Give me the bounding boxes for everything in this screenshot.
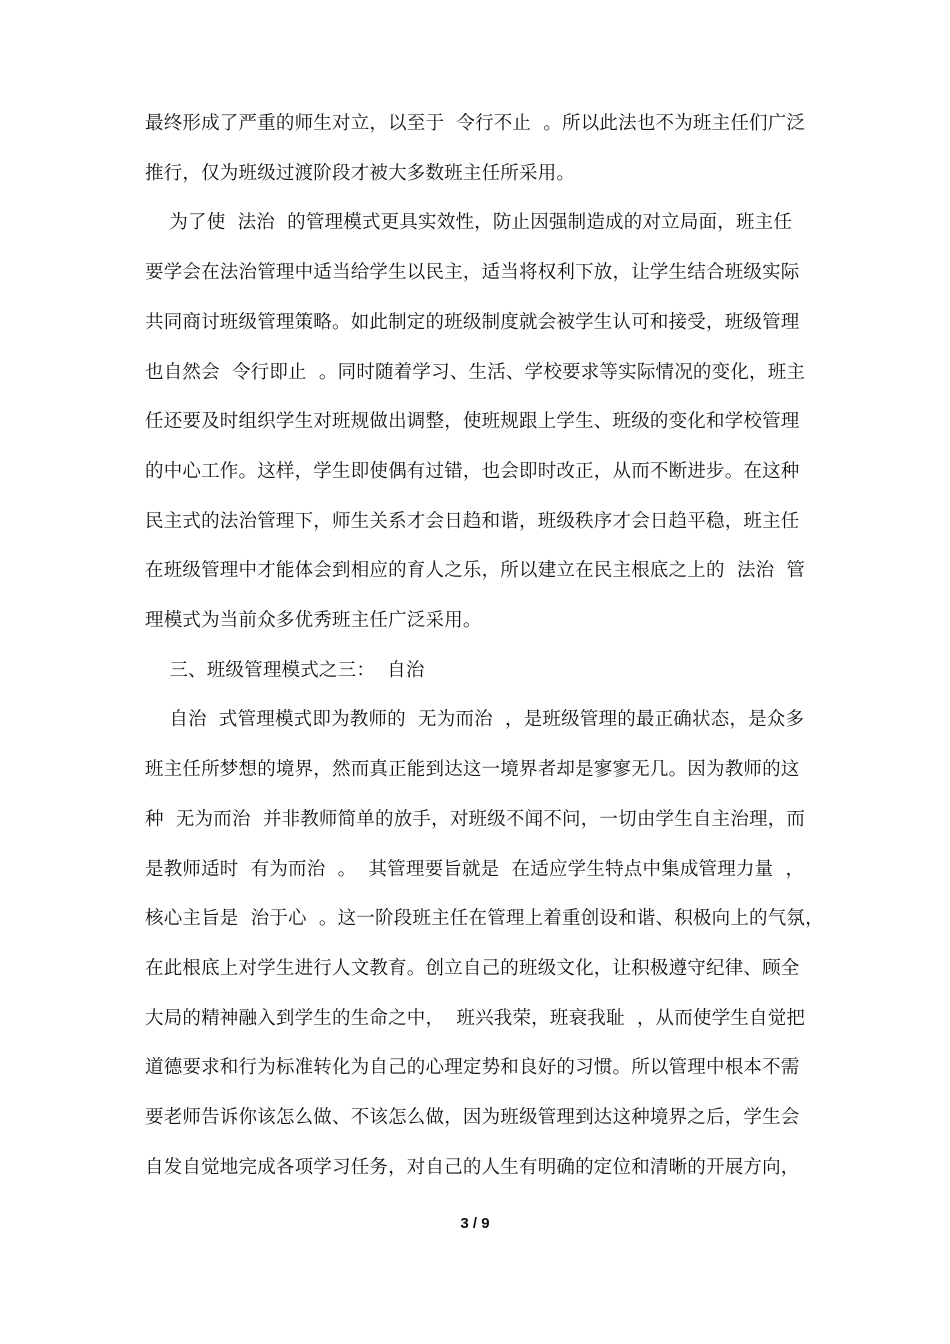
section-heading: 三、班级管理模式之三： 自治 (145, 660, 425, 681)
text-line: 自治 式管理模式即为教师的 无为而治 ，是班级管理的最正确状态，是众多 (145, 709, 805, 730)
text-line: 在班级管理中才能体会到相应的育人之乐，所以建立在民主根底之上的 法治 管 (145, 560, 806, 581)
text-line: 核心主旨是 治于心 。这一阶段班主任在管理上着重创设和谐、积极向上的气氛， (145, 908, 824, 929)
text-line: 种 无为而治 并非教师简单的放手，对班级不闻不问，一切由学生自主治理，而 (145, 809, 806, 830)
page-number: 3 / 9 (460, 1215, 490, 1232)
text-line: 理模式为当前众多优秀班主任广泛采用。 (145, 610, 482, 631)
text-line: 道德要求和行为标准转化为自己的心理定势和良好的习惯。所以管理中根本不需 (145, 1057, 800, 1078)
text-line: 大局的精神融入到学生的生命之中， 班兴我荣，班衰我耻 ，从而使学生自觉把 (145, 1008, 806, 1029)
text-line: 为了使 法治 的管理模式更具实效性，防止因强制造成的对立局面，班主任 (145, 212, 793, 233)
text-line: 最终形成了严重的师生对立，以至于 令行不止 。所以此法也不为班主任们广泛 (145, 113, 806, 134)
text-line: 班主任所梦想的境界，然而真正能到达这一境界者却是寥寥无几。因为教师的这 (145, 759, 800, 780)
text-line: 要老师告诉你该怎么做、不该怎么做，因为班级管理到达这种境界之后，学生会 (145, 1107, 800, 1128)
text-line: 的中心工作。这样，学生即使偶有过错，也会即时改正，从而不断进步。在这种 (145, 461, 800, 482)
text-line: 是教师适时 有为而治 。 其管理要旨就是 在适应学生特点中集成管理力量 ， (145, 859, 805, 880)
text-line: 要学会在法治管理中适当给学生以民主，适当将权利下放，让学生结合班级实际 (145, 262, 800, 283)
text-line: 共同商讨班级管理策略。如此制定的班级制度就会被学生认可和接受，班级管理 (145, 312, 800, 333)
text-line: 推行，仅为班级过渡阶段才被大多数班主任所采用。 (145, 163, 576, 184)
text-line: 自发自觉地完成各项学习任务，对自己的人生有明确的定位和清晰的开展方向， (145, 1157, 800, 1178)
text-line: 也自然会 令行即止 。同时随着学习、生活、学校要求等实际情况的变化，班主 (145, 362, 806, 383)
text-line: 民主式的法治管理下，师生关系才会日趋和谐，班级秩序才会日趋平稳，班主任 (145, 511, 800, 532)
text-line: 任还要及时组织学生对班规做出调整，使班规跟上学生、班级的变化和学校管理 (145, 411, 800, 432)
text-line: 在此根底上对学生进行人文教育。创立自己的班级文化，让积极遵守纪律、顾全 (145, 958, 800, 979)
